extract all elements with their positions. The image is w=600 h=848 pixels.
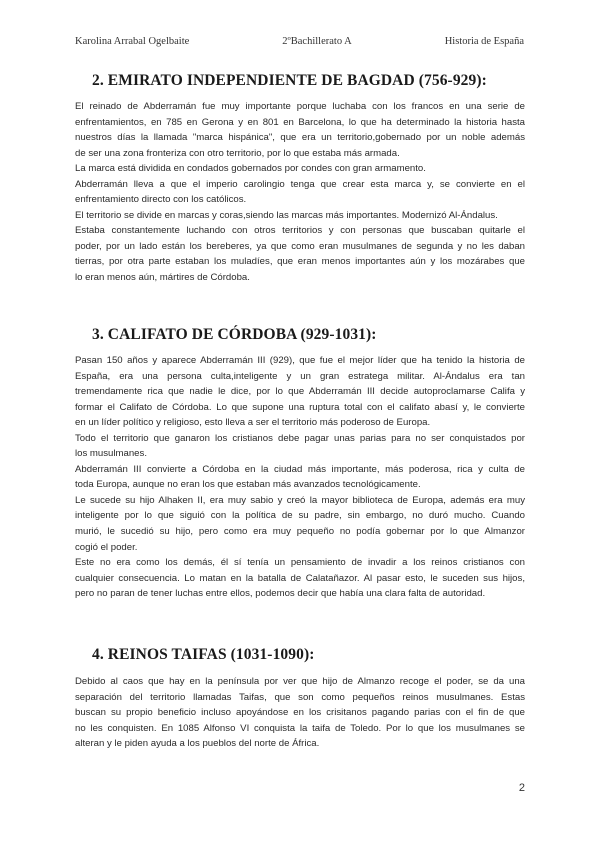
body-line: Pasan 150 años y aparece Abderramán III (929), que fue el mejor líder que ha tenido la historia de [75, 355, 525, 366]
body-line: lo eran menos aún, mártires de Córdoba. [75, 272, 250, 284]
header-author: Karolina Arrabal Ogelbaite [75, 36, 190, 47]
body-line: El reinado de Abderramán fue muy importante porque luchaba con los francos en una serie de [75, 101, 525, 112]
section-body-emirato [75, 99, 525, 286]
section-title-califato: 3. CALIFATO DE CÓRDOBA (929-1031): [92, 326, 377, 343]
section-body-califato [75, 353, 525, 602]
body-line: Abderramán III convierte a Córdoba en la ciudad más importante, más poderosa, rica y culta de [75, 463, 525, 475]
body-line: El territorio se divide en marcas y coras,siendo las marcas más importantes. Modernizó Al-Ándalus. [75, 209, 498, 221]
body-line: tierras, por otra parte estaban los muladíes, que eran menos importantes aún y los mozárabes que [75, 256, 525, 268]
body-line: Estaba constantemente luchando con otros territorios y con personas que buscaban quitarle el [75, 225, 525, 237]
body-line: separación del territorio llamadas Taifas, que son como pequeños reinos musulmanes. Estas [75, 691, 525, 703]
body-line: los musulmanes. [75, 448, 147, 460]
body-line: toda Europa, aunque no eran los que estaban más avanzados tecnológicamente. [75, 479, 421, 491]
body-line: nuestros días la llamada "marca hispánica", que era un territorio,gobernado por un noble además [75, 132, 525, 144]
header-course: 2ºBachillerato A [282, 36, 352, 47]
section-title-emirato: 2. EMIRATO INDEPENDIENTE DE BAGDAD (756-929): [92, 72, 487, 89]
body-line: poder, por un lado están los bereberes, ya que como eran musulmanes de segunda y no les daban [75, 240, 525, 252]
page-number: 2 [518, 782, 525, 794]
body-line: inteligente por lo que siguió con la política de su padre, sin embargo, no duró mucho. Cuando [75, 510, 525, 522]
body-line: enfrentamiento directo con los católicos. [75, 194, 247, 206]
body-line: formar el Califato de Córdoba. Lo que supone una ruptura total con el califato abasí y, le convierte [75, 401, 525, 413]
body-line: de ser una zona fronteriza con otro territorio, por lo que estaba más armada. [75, 147, 400, 159]
section-title-taifas: 4. REINOS TAIFAS (1031-1090): [92, 646, 315, 663]
body-line: La marca está dividida en condados gobernados por condes con gran armamento. [75, 163, 426, 175]
body-line: tremendamente rica que nadie le dice, por lo que Abderramán III decide autoproclamarse Califa y [75, 386, 525, 398]
body-line: Debido al caos que hay en la península por ver que hijo de Almanzo recoge el poder, se da una [75, 676, 525, 687]
body-line: enfrentamientos, en 785 en Gerona y en 801 en Barcelona, lo que ha determinado la historia hasta [75, 116, 525, 128]
section-body-taifas [75, 674, 525, 752]
body-line: Todo el territorio que ganaron los cristianos debe pagar unas parias para no ser conquistados por [75, 432, 525, 444]
body-line: Abderramán lleva a que el imperio carolingio tenga que crear esta marca y, se convierte en el [75, 178, 525, 190]
body-line: España, era una persona culta,inteligente y un gran estratega militar. Al-Ándalus era tan [75, 370, 525, 382]
body-line: en un líder político y religioso, esto lleva a ser el territorio más poderoso de Europa. [75, 417, 431, 429]
body-line: alteran y le piden ayuda a los pueblos del norte de África. [75, 738, 320, 750]
body-line: no les conquisten. En 1085 Alfonso VI conquista la taifa de Toledo. Por lo que los musulmanes se [75, 722, 525, 734]
body-line: murió, le sucedió su hijo, pero como era muy pequeño no podía gobernar por lo que Almanzor [75, 526, 525, 538]
page-header [75, 36, 524, 47]
body-line: Le sucede su hijo Alhaken II, era muy sabio y creó la mayor biblioteca de Europa, además era muy [75, 494, 525, 506]
body-line: buscan su propio beneficio incluso apoyándose en los crisitanos pagando parias con el fin de que [75, 707, 525, 719]
body-line: pero no paran de tener luchas entre ellos, podemos decir que había una clara falta de autoridad. [75, 588, 486, 600]
body-line: Este no era como los demás, él sí tenía un pensamiento de invadir a los reinos cristianos con [75, 557, 525, 569]
body-line: cogió el poder. [75, 541, 138, 553]
header-subject: Historia de España [444, 36, 524, 47]
body-line: cualquier consecuencia. Lo matan en la batalla de Calatañazor. Al pasar esto, le suceden sus hijos, [75, 572, 525, 584]
